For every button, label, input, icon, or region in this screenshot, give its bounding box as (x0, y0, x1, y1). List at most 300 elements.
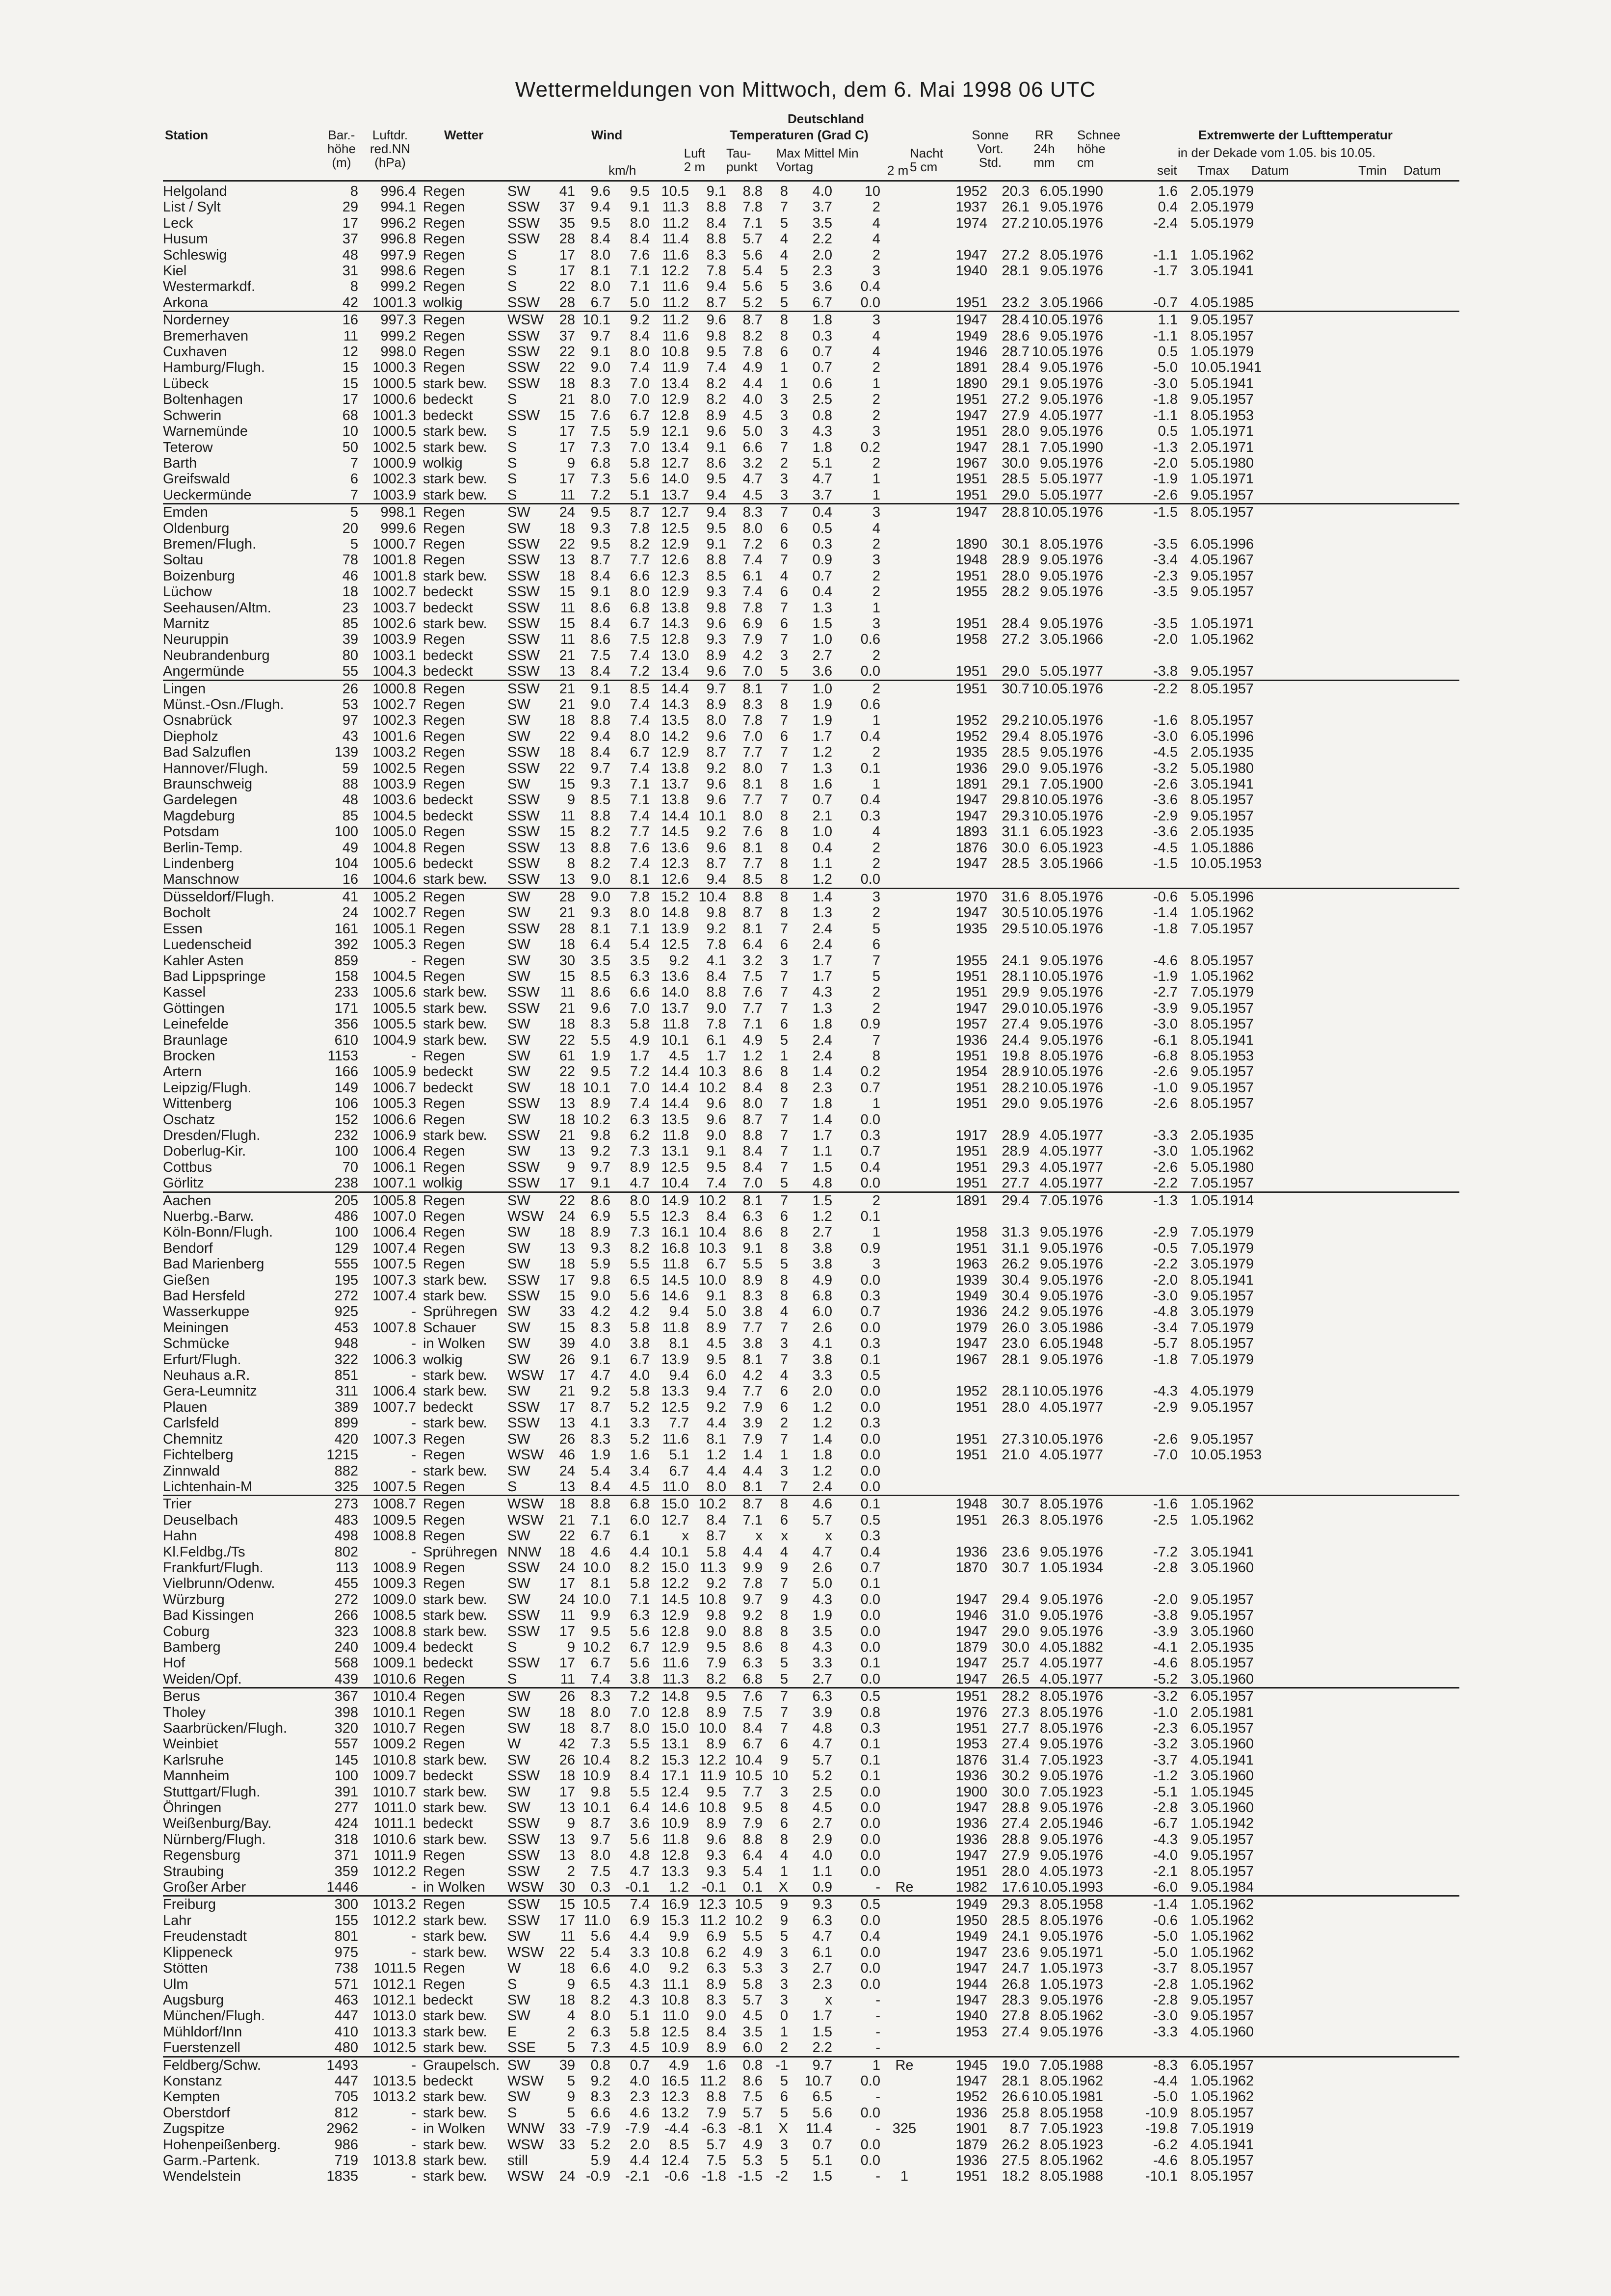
header-rr: RR 24h mm (1033, 128, 1055, 170)
cell-gap (416, 648, 423, 663)
cell-temp-max: 13.8 (661, 760, 689, 776)
cell-tmin-datum: 4.05.1941 (1190, 1752, 1254, 1768)
cell-schnee (880, 2073, 928, 2089)
cell-wind-dir: SSW (507, 1127, 540, 1143)
cell-gap (416, 1304, 423, 1320)
cell-gap (416, 1032, 423, 1048)
cell-extrem-seit: 1951 (955, 1048, 987, 1064)
cell-tmin: -1.2 (1153, 1768, 1178, 1784)
table-row (163, 937, 1459, 952)
cell-schnee (880, 328, 928, 344)
cell-schnee (880, 1832, 928, 1847)
cell-tmin: -3.0 (1153, 2008, 1178, 2024)
cell-temp-nacht: 7 (780, 1720, 788, 1736)
cell-luftdruck: 1000.6 (372, 392, 416, 408)
cell-tmin (1103, 1479, 1178, 1496)
cell-wetter: bedeckt (423, 1816, 473, 1832)
cell-rr-24h: 0.5 (860, 1368, 880, 1384)
cell-luftdruck: 1012.2 (372, 1912, 416, 1928)
cell-tmax (987, 937, 1030, 952)
cell-wind-dir: WSW (507, 1512, 544, 1528)
cell-bar-hoehe: 139 (334, 744, 358, 761)
cell-luftdruck: 1003.9 (372, 487, 416, 503)
cell-wetter: bedeckt (423, 1768, 473, 1784)
cell-sonne: 4.9 (812, 1272, 832, 1288)
table-row (163, 1608, 1459, 1623)
cell-tmin: -3.5 (1153, 584, 1178, 600)
table-row (163, 2024, 1459, 2040)
cell-wetter: stark bew. (423, 1016, 487, 1032)
cell-station: Bendorf (163, 1240, 213, 1256)
cell-bar-hoehe: 238 (334, 1175, 358, 1191)
cell-rr-24h: 1 (872, 600, 880, 616)
cell-extrem-seit: 1951 (928, 680, 987, 697)
cell-rr-24h: 2 (872, 360, 880, 376)
cell-temp-luft: 9.9 (590, 1608, 610, 1624)
cell-extrem-seit (928, 1463, 987, 1479)
cell-temp-max: 13.9 (661, 1351, 689, 1368)
cell-rr-24h: 2 (872, 584, 880, 600)
cell-station: Wasserkuppe (163, 1304, 250, 1320)
cell-tmin: -1.1 (1153, 407, 1178, 423)
cell-wind-speed: 13 (559, 840, 575, 856)
cell-taupunkt: 7.1 (630, 279, 650, 295)
cell-tmax-datum: 6.05.1923 (1039, 824, 1103, 840)
cell-tmin: -1.3 (1103, 1192, 1178, 1209)
cell-luftdruck: 1005.5 (372, 1000, 416, 1016)
cell-schnee (880, 632, 928, 647)
cell-station: Meiningen (163, 1320, 229, 1336)
cell-schnee (880, 761, 928, 776)
cell-temp-nacht: 8 (780, 776, 788, 792)
cell-rr-24h: 0.7 (860, 1304, 880, 1320)
cell-temp-min: 8.7 (726, 1496, 763, 1512)
cell-tmin: -1.9 (1153, 471, 1178, 487)
table-row (163, 1639, 1459, 1655)
cell-temp-mittel: 8.9 (706, 697, 726, 713)
cell-taupunkt: 7.1 (630, 921, 650, 937)
cell-rr-24h: 0.7 (860, 1559, 880, 1576)
cell-temp-luft: 6.5 (590, 1976, 610, 1992)
cell-temp-mittel: 8.4 (706, 2024, 726, 2040)
cell-extrem-seit (928, 1368, 987, 1383)
cell-extrem-seit: 1947 (955, 1623, 987, 1639)
table-row (163, 905, 1459, 921)
cell-temp-luft: 9.2 (590, 1143, 610, 1160)
cell-station: Ueckermünde (163, 487, 252, 503)
cell-temp-min: 8.8 (742, 1127, 763, 1143)
cell-wetter: stark bew. (423, 1784, 487, 1800)
cell-temp-mittel: 11.2 (699, 1912, 726, 1928)
cell-sonne: 1.7 (812, 728, 832, 744)
cell-temp-nacht: 2 (780, 2040, 788, 2056)
cell-temp-mittel: 8.3 (706, 1992, 726, 2008)
cell-wind-dir: WSW (507, 1496, 544, 1512)
cell-taupunkt: 5.0 (630, 294, 650, 311)
cell-temp-nacht: 7 (780, 1127, 788, 1143)
cell-luftdruck: 1013.2 (372, 2089, 416, 2105)
cell-temp-nacht: 6 (780, 728, 788, 744)
cell-station: Chemnitz (163, 1431, 223, 1447)
cell-wind-speed: 26 (559, 1431, 575, 1447)
cell-temp-mittel: 9.5 (706, 471, 726, 487)
cell-extrem-seit: 1876 (955, 840, 987, 856)
cell-gap (416, 1160, 423, 1175)
cell-sonne: 3.9 (812, 1704, 832, 1720)
cell-rr-24h: 0.0 (860, 1623, 880, 1639)
cell-station: Göttingen (163, 1000, 225, 1016)
cell-tmax-datum: 7.05.1976 (1030, 1192, 1103, 1209)
cell-temp-max: 12.5 (661, 937, 689, 953)
cell-temp-mittel: 9.2 (706, 1399, 726, 1415)
cell-temp-max: 11.6 (662, 1431, 689, 1447)
cell-wind-dir: S (507, 1671, 517, 1687)
cell-temp-luft: 8.4 (590, 1478, 610, 1495)
cell-tmin-datum: 10.05.1953 (1190, 856, 1262, 872)
table-row (163, 1977, 1459, 1992)
cell-tmax-datum: 7.05.1923 (1039, 1752, 1103, 1768)
cell-wetter: bedeckt (423, 1399, 473, 1415)
cell-wetter: Regen (423, 1111, 465, 1128)
cell-tmin-datum: 3.05.1960 (1190, 1800, 1254, 1816)
cell-wind-dir: SW (507, 1591, 530, 1608)
cell-temp-min: 6.1 (742, 568, 763, 584)
cell-schnee (880, 504, 928, 521)
cell-wind-speed: 22 (559, 760, 575, 776)
cell-temp-nacht: 8 (780, 905, 788, 921)
cell-temp-nacht: 7 (780, 632, 788, 648)
cell-temp-nacht: 3 (780, 952, 788, 969)
cell-rr-24h: 0.0 (860, 1399, 880, 1415)
cell-luftdruck: - (411, 1928, 416, 1945)
cell-tmin: -4.4 (1153, 2073, 1178, 2089)
cell-extrem-seit: 1951 (955, 1447, 987, 1463)
cell-sonne: 5.1 (812, 455, 832, 471)
cell-luftdruck: 1000.8 (358, 680, 416, 697)
cell-temp-max: 15.2 (650, 888, 689, 905)
cell-tmax (987, 1479, 1030, 1496)
cell-luftdruck: 1003.6 (372, 792, 416, 808)
cell-taupunkt: 5.9 (630, 423, 650, 440)
cell-tmin-datum (1178, 1415, 1459, 1431)
cell-taupunkt: 6.5 (630, 1272, 650, 1288)
cell-temp-nacht: 8 (780, 1608, 788, 1624)
cell-gap (416, 471, 423, 487)
cell-temp-mittel: 9.5 (689, 1688, 726, 1705)
table-row (163, 2137, 1459, 2153)
cell-sonne: 4.7 (812, 471, 832, 487)
cell-tmin-datum: 8.05.1957 (1190, 328, 1254, 344)
cell-temp-luft: 5.4 (590, 1944, 610, 1960)
cell-schnee (880, 1112, 928, 1128)
cell-bar-hoehe: 8 (350, 184, 358, 199)
cell-tmin: -3.0 (1153, 1143, 1178, 1160)
cell-temp-nacht: 5 (780, 2152, 788, 2168)
table-row (163, 1160, 1459, 1175)
cell-temp-min: 7.8 (742, 600, 763, 616)
cell-temp-luft: 10.9 (582, 1768, 610, 1784)
cell-sonne: 1.7 (812, 1127, 832, 1143)
cell-extrem-seit: 1870 (955, 1559, 987, 1576)
cell-station: List / Sylt (163, 199, 221, 215)
cell-temp-mittel: 8.6 (706, 455, 726, 471)
cell-taupunkt: 6.7 (630, 407, 650, 423)
cell-taupunkt: 4.2 (630, 1304, 650, 1320)
cell-wetter: stark bew. (423, 2168, 487, 2185)
cell-temp-luft: 8.4 (590, 568, 610, 584)
cell-tmin-datum: 2.05.1935 (1190, 744, 1254, 761)
table-row (163, 1576, 1459, 1591)
cell-tmin-datum: 1.05.1962 (1190, 247, 1254, 263)
cell-luftdruck: 1000.9 (372, 455, 416, 471)
cell-tmax: 19.8 (1002, 1048, 1030, 1064)
cell-temp-mittel: 9.4 (689, 504, 726, 521)
cell-temp-min: 10.5 (735, 1768, 763, 1784)
cell-tmax: 17.6 (1002, 1879, 1030, 1896)
table-row (163, 680, 1459, 697)
cell-bar-hoehe: 10 (342, 423, 358, 440)
cell-tmin-datum: 3.05.1941 (1190, 263, 1254, 279)
cell-tmin-datum: 1.05.1962 (1190, 632, 1254, 648)
cell-sonne: 1.5 (812, 615, 832, 632)
cell-station: Kassel (163, 984, 206, 1001)
cell-temp-nacht: 7 (780, 1320, 788, 1336)
cell-sonne: 5.7 (812, 1752, 832, 1768)
cell-temp-luft: 9.6 (590, 1000, 610, 1016)
cell-wetter: Regen (423, 1143, 465, 1160)
cell-tmin-datum (1178, 1368, 1459, 1383)
cell-temp-min: 9.5 (742, 1800, 763, 1816)
cell-taupunkt: 9.2 (610, 312, 650, 328)
cell-extrem-seit: 1936 (955, 1032, 987, 1048)
cell-station: Freudenstadt (163, 1928, 247, 1945)
cell-tmin-datum: 4.05.1941 (1190, 2137, 1254, 2153)
cell-extrem-seit: 1939 (955, 1272, 987, 1288)
table-row (163, 584, 1459, 600)
cell-rr-24h: - (875, 2121, 880, 2137)
cell-sonne: 2.7 (812, 1224, 832, 1240)
cell-wetter: stark bew. (423, 1928, 487, 1945)
cell-gap (416, 1128, 423, 1143)
header-dekade: in der Dekade vom 1.05. bis 10.05. (1178, 145, 1376, 160)
cell-temp-nacht: 3 (780, 423, 788, 440)
cell-wetter: stark bew. (423, 568, 487, 584)
cell-gap (416, 344, 423, 360)
cell-tmin-datum: 9.05.1957 (1190, 568, 1254, 584)
cell-temp-min: 8.3 (742, 697, 763, 713)
cell-extrem-seit: 1876 (955, 1752, 987, 1768)
table-row (163, 1064, 1459, 1080)
cell-tmin: -4.6 (1153, 952, 1178, 969)
cell-tmin: -7.0 (1153, 1447, 1178, 1463)
cell-wetter: Regen (423, 1976, 465, 1992)
table-row (163, 1496, 1459, 1512)
cell-wind-dir: SSW (507, 1768, 540, 1784)
cell-bar-hoehe: 97 (342, 713, 358, 729)
cell-temp-mittel: 9.6 (706, 663, 726, 680)
cell-temp-min: 5.4 (742, 263, 763, 279)
cell-wetter: stark bew. (423, 2137, 487, 2153)
cell-tmax-datum: 9.05.1976 (1039, 423, 1103, 440)
cell-luftdruck: 1010.4 (358, 1688, 416, 1705)
cell-temp-luft: 8.3 (590, 1320, 610, 1336)
cell-taupunkt: 5.6 (630, 471, 650, 487)
cell-bar-hoehe: 104 (334, 856, 358, 872)
cell-wetter: Regen (423, 1431, 465, 1447)
table-row (163, 729, 1459, 744)
cell-schnee (880, 1463, 928, 1479)
cell-wind-dir: SW (507, 713, 530, 729)
cell-temp-luft: 8.7 (590, 552, 610, 568)
cell-tmax-datum: 9.05.1976 (1039, 1768, 1103, 1784)
cell-taupunkt: 5.1 (630, 2008, 650, 2024)
cell-tmax: 28.2 (1002, 584, 1030, 600)
cell-temp-mittel: 7.5 (706, 2152, 726, 2168)
cell-tmin: -4.3 (1153, 1831, 1178, 1847)
cell-temp-min: 7.6 (726, 1688, 763, 1705)
cell-station: Cottbus (163, 1159, 212, 1175)
cell-wind-speed: 15 (559, 1320, 575, 1336)
table-row (163, 1992, 1459, 2008)
cell-tmin: -2.5 (1153, 1512, 1178, 1528)
cell-tmax: 30.4 (1002, 1288, 1030, 1304)
cell-extrem-seit: 1936 (955, 760, 987, 776)
table-row (163, 2153, 1459, 2168)
cell-tmax-datum (1030, 1479, 1103, 1496)
header-tmax: Tmax (1197, 163, 1229, 178)
cell-station: Zugspitze (163, 2121, 225, 2137)
cell-tmin-datum: 1.05.1942 (1190, 1816, 1254, 1832)
cell-bar-hoehe: 7 (350, 455, 358, 471)
cell-schnee (880, 984, 928, 1000)
cell-temp-nacht: 4 (780, 247, 788, 263)
cell-tmax: 28.6 (1002, 328, 1030, 344)
cell-tmax-datum: 9.05.1976 (1039, 1992, 1103, 2008)
cell-temp-max: 11.3 (662, 1671, 689, 1687)
cell-sonne: 4.3 (812, 423, 832, 440)
cell-tmax: 28.2 (1002, 1080, 1030, 1096)
cell-luftdruck: 1002.5 (372, 760, 416, 776)
cell-wetter: Regen (423, 824, 465, 840)
cell-sonne: 6.3 (788, 1688, 832, 1705)
cell-schnee (880, 1800, 928, 1816)
cell-tmin: -3.5 (1153, 536, 1178, 552)
cell-extrem-seit: 1951 (955, 1096, 987, 1112)
cell-temp-nacht: 1 (780, 375, 788, 392)
cell-temp-max: 14.4 (661, 1096, 689, 1112)
cell-wetter: stark bew. (423, 375, 487, 392)
cell-gap (416, 1671, 423, 1688)
cell-tmin: -4.6 (1153, 1655, 1178, 1671)
cell-tmax-datum: 6.05.1990 (1039, 184, 1103, 199)
cell-rr-24h: 0.2 (860, 439, 880, 455)
cell-luftdruck: 1002.6 (372, 615, 416, 632)
cell-temp-min: 8.5 (742, 871, 763, 888)
cell-luftdruck: 1010.6 (372, 1831, 416, 1847)
cell-tmin-datum: 9.05.1957 (1190, 1992, 1254, 2008)
cell-taupunkt: 7.8 (610, 888, 650, 905)
cell-tmin-datum: 7.05.1979 (1190, 1320, 1254, 1336)
cell-station: Klippeneck (163, 1944, 233, 1960)
cell-station: Nuerbg.-Barw. (163, 1209, 254, 1224)
cell-temp-min: 0.1 (742, 1879, 763, 1896)
cell-station: Bad Lippspringe (163, 968, 266, 984)
cell-rr-24h: - (875, 2168, 880, 2185)
cell-temp-min: 6.4 (742, 1847, 763, 1864)
cell-gap (416, 487, 423, 504)
cell-taupunkt: 5.6 (630, 1288, 650, 1304)
cell-extrem-seit: 1947 (955, 808, 987, 824)
cell-wetter: Regen (423, 1528, 465, 1544)
cell-tmin-datum: 9.05.1957 (1190, 487, 1254, 503)
cell-station: Luedenscheid (163, 937, 252, 953)
cell-temp-luft: 10.4 (582, 1752, 610, 1768)
cell-schnee (880, 729, 928, 744)
cell-temp-max: 13.6 (661, 840, 689, 856)
cell-wind-dir: SSW (507, 984, 540, 1001)
cell-tmin-datum: 9.05.1957 (1190, 1399, 1254, 1415)
cell-taupunkt: 8.0 (630, 1720, 650, 1736)
cell-tmax: 29.4 (1002, 728, 1030, 744)
cell-temp-luft: 8.4 (590, 231, 610, 247)
cell-gap (416, 1896, 423, 1913)
cell-tmax-datum: 8.05.1976 (1039, 1720, 1103, 1736)
cell-temp-nacht: 8 (780, 856, 788, 872)
cell-temp-mittel: 6.3 (706, 1960, 726, 1977)
cell-bar-hoehe: 26 (321, 680, 358, 697)
cell-sonne: 0.9 (812, 552, 832, 568)
cell-bar-hoehe: 17 (342, 392, 358, 408)
cell-rr-24h: 0.0 (860, 663, 880, 680)
cell-extrem-seit: 1901 (955, 2121, 987, 2137)
cell-tmin: -3.2 (1153, 760, 1178, 776)
cell-taupunkt: 7.0 (630, 375, 650, 392)
cell-tmax: 25.8 (1002, 2105, 1030, 2121)
cell-temp-min: 8.7 (742, 905, 763, 921)
cell-wind-speed: 11 (560, 1928, 575, 1945)
cell-wetter: bedeckt (423, 407, 473, 423)
cell-bar-hoehe: 152 (334, 1111, 358, 1128)
cell-tmax-datum: 9.05.1976 (1039, 615, 1103, 632)
cell-temp-mittel: 1.7 (706, 1048, 726, 1064)
cell-tmax-datum: 4.05.1977 (1039, 1399, 1103, 1415)
cell-schnee (880, 1320, 928, 1336)
cell-tmax: 30.2 (1002, 1768, 1030, 1784)
cell-gap (416, 729, 423, 744)
cell-extrem-seit: 1949 (928, 1896, 987, 1913)
cell-station: Diepholz (163, 728, 218, 744)
cell-tmax-datum: 3.05.1966 (1039, 632, 1103, 648)
cell-tmin-datum: 9.05.1957 (1190, 1431, 1254, 1447)
cell-temp-nacht: 7 (780, 1431, 788, 1447)
cell-tmax: 29.0 (1002, 760, 1030, 776)
cell-rr-24h: 0.4 (860, 728, 880, 744)
cell-rr-24h: 5 (872, 968, 880, 984)
cell-tmin: -2.0 (1153, 1272, 1178, 1288)
cell-sonne: 1.2 (812, 1463, 832, 1479)
cell-tmin: -1.0 (1153, 1704, 1178, 1720)
cell-gap (416, 2121, 423, 2137)
cell-schnee (880, 1688, 928, 1705)
cell-station: Saarbrücken/Flugh. (163, 1720, 288, 1736)
cell-rr-24h: 2 (872, 199, 880, 215)
cell-temp-mittel: 9.6 (706, 840, 726, 856)
cell-temp-min: 7.0 (742, 663, 763, 680)
cell-sonne: 1.5 (812, 2168, 832, 2185)
cell-temp-min: x (755, 1528, 763, 1544)
cell-tmin: -2.9 (1153, 808, 1178, 824)
cell-wind-speed: 22 (559, 360, 575, 376)
